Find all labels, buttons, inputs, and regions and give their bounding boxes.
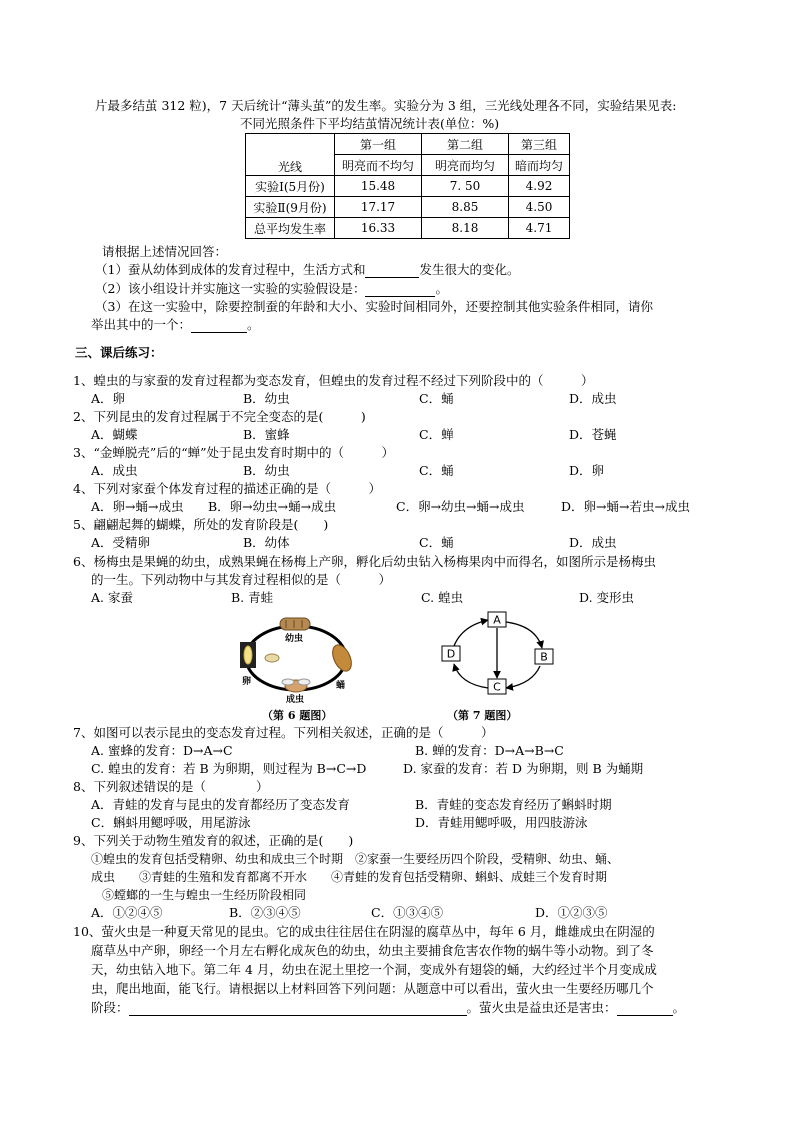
p9-statements-1: ①蝗虫的发育包括受精卵、幼虫和成虫三个时期 ②家蚕一生要经历四个阶段，受精卵、幼虫、蛹、 [91, 852, 620, 866]
option[interactable]: C．卵→幼虫→蛹→成虫 [396, 499, 525, 514]
option[interactable]: B．蜜蜂 [243, 427, 290, 442]
arrow-c-d [454, 664, 488, 688]
option[interactable]: B. 青蛙 [231, 590, 274, 605]
light-condition: 明亮而不均匀 [335, 155, 422, 176]
arrow-a-b [506, 622, 542, 648]
option[interactable]: D．青蛙用鳃呼吸，用四肢游泳 [415, 815, 588, 830]
answer-blank[interactable] [129, 1003, 467, 1016]
prompt: 请根据上述情况回答： [102, 244, 228, 259]
egg-label: 卵 [242, 677, 252, 687]
arrow-b-c [506, 666, 540, 688]
p5-stem: 5、翩翩起舞的蝴蝶，所处的发育阶段是( ) [73, 517, 329, 532]
question-3-line2: 举出其中的一个： 。 [91, 317, 260, 332]
p6-line2: 的一生。下列动物中与其发育过程相似的是（ ） [91, 572, 392, 587]
table-cell: 8.18 [422, 218, 509, 239]
answer-blank[interactable] [617, 1003, 673, 1016]
option[interactable]: C．蝌蚪用鳃呼吸，用尾游泳 [91, 815, 251, 830]
p8-options-cd [91, 815, 731, 831]
p3-options [91, 463, 731, 479]
p10-line2: 腐草丛中产卵，卵经一个月左右孵化成灰色的幼虫，幼虫主要捕食危害农作物的蜗牛等小动物。到了冬 [91, 943, 654, 958]
table-cell: 16.33 [335, 218, 422, 239]
question-2: （2）该小组设计并实施这一实验的实验假设是： 。 [95, 281, 448, 296]
p9-options [91, 905, 731, 921]
p1-stem: 1、蝗虫的与家蚕的发育过程都为变态发育，但蝗虫的发育过程不经过下列阶段中的（ ） [73, 373, 594, 388]
fig6-caption: （第 6 题图） [262, 709, 333, 722]
option[interactable]: A．卵 [91, 391, 126, 406]
table-cell: 4.92 [509, 176, 570, 197]
fig6-lifecycle [232, 612, 362, 704]
option[interactable]: C. 蝗虫 [421, 590, 464, 605]
option[interactable]: D. 变形虫 [579, 590, 635, 605]
egg-image [240, 642, 256, 668]
p10-line4: 虫，爬出地面，能飞行。请根据以上材料回答下列问题：从题意中可以看出，萤火虫一生要经历哪几个 [91, 981, 654, 996]
table-cell: 8.85 [422, 197, 509, 218]
p2-options [91, 427, 731, 443]
row-label: 实验Ⅱ(9月份) [246, 197, 335, 218]
section-heading: 三、课后练习： [75, 345, 163, 360]
arrow-d-a [454, 620, 488, 646]
table-cell: 15.48 [335, 176, 422, 197]
results-table [245, 133, 570, 239]
question-3-line1: （3）在这一实验中，除要控制蚕的年龄和大小、实验时间相同外，还要控制其他实验条件相同，请你 [95, 299, 653, 314]
p9-statements-2: 成虫 ③青蛙的生殖和发育都离不开水 ④青蛙的发育包括受精卵、蝌蚪、成蛙三个发育时期 [91, 870, 608, 884]
option[interactable]: A. 蜜蜂的发育：D→A→C [91, 743, 233, 758]
option[interactable]: B．幼虫 [243, 463, 290, 478]
option[interactable]: C．蝉 [419, 427, 454, 442]
question-1: （1）蚕从幼体到成体的发育过程中，生活方式和 发生很大的变化。 [95, 262, 520, 277]
option[interactable]: C．蛹 [419, 391, 454, 406]
option[interactable]: D．①②③⑤ [535, 905, 608, 920]
answer-blank[interactable] [365, 284, 435, 297]
light-condition: 暗而均匀 [509, 155, 570, 176]
larva-image [280, 618, 310, 630]
p4-options [91, 499, 731, 515]
p10-line1: 10、萤火虫是一种夏天常见的昆虫。它的成虫往往居住在阴湿的腐草丛中，每年 6 月，雌雄成虫在阴湿的 [73, 924, 655, 939]
p6-options [91, 590, 731, 606]
table-cell: 4.71 [509, 218, 570, 239]
p2-stem: 2、下列昆虫的发育过程属于不完全变态的是( ) [73, 409, 366, 424]
larva-stage-image [265, 654, 279, 662]
pupa-label: 蛹 [336, 681, 346, 691]
p4-stem: 4、下列对家蚕个体发育过程的描述正确的是（ ） [73, 481, 381, 496]
table-cell: 17.17 [335, 197, 422, 218]
light-condition: 明亮而均匀 [422, 155, 509, 176]
p1-options [91, 391, 731, 407]
light-header: 光线 [246, 134, 335, 176]
table-row [246, 134, 570, 155]
p8-options-ab [91, 797, 731, 813]
node-a: A [493, 613, 501, 627]
answer-blank[interactable] [365, 265, 419, 278]
option[interactable]: A．青蛙的发育与昆虫的发育都经历了变态发育 [91, 797, 351, 812]
option[interactable]: D. 家蚕的发育：若 D 为卵期，则 B 为蛹期 [403, 761, 644, 776]
row-label: 总平均发生率 [246, 218, 335, 239]
option[interactable]: D．卵→蛹→若虫→成虫 [561, 499, 690, 514]
p10-line5: 阶段： 。萤火虫是益虫还是害虫： 。 [91, 1000, 686, 1015]
option[interactable]: A．①②④⑤ [91, 905, 163, 920]
option[interactable]: C．蛹 [419, 535, 454, 550]
p9-stem: 9、下列关于动物生殖发育的叙述，正确的是( ) [73, 833, 354, 848]
p10-line3: 天，幼虫钻入地下。第二年 4 月，幼虫在泥土里挖一个洞，变成外有翅袋的蛹，大约经过半个月变成成 [91, 962, 657, 977]
option[interactable]: A．受精卵 [91, 535, 151, 550]
p3-stem: 3、“金蝉脱壳”后的“蝉”处于昆虫发育时期中的（ ） [73, 445, 395, 460]
adult-label: 成虫 [286, 695, 305, 704]
option[interactable]: A．成虫 [91, 463, 138, 478]
node-d: D [446, 647, 456, 661]
node-c: C [493, 680, 501, 694]
fig7-caption: （第 7 题图） [447, 709, 518, 722]
answer-blank[interactable] [191, 320, 247, 333]
option[interactable]: D．卵 [569, 463, 605, 478]
option[interactable]: D．成虫 [569, 391, 617, 406]
group-header: 第三组 [509, 134, 570, 155]
p8-stem: 8、下列叙述错误的是（ ） [73, 779, 269, 794]
fig7-cycle [432, 608, 560, 704]
option[interactable]: A．蝴蝶 [91, 427, 138, 442]
option[interactable]: B．幼体 [243, 535, 290, 550]
table-caption: 不同光照条件下平均结茧情况统计表(单位：%) [240, 116, 500, 131]
option[interactable]: D．成虫 [569, 535, 617, 550]
p6-line1: 6、杨梅虫是果蝇的幼虫，成熟果蝇在杨梅上产卵，孵化后幼虫钻入杨梅果肉中而得名，如图所示是杨梅虫 [73, 554, 656, 569]
option[interactable]: A. 家蚕 [91, 590, 133, 605]
p9-statements-3: ⑤螳螂的一生与蝗虫一生经历阶段相同 [102, 888, 307, 902]
node-b: B [540, 650, 548, 664]
p7-options-cd [91, 761, 731, 777]
larva-label: 幼虫 [285, 634, 304, 644]
option[interactable]: B．卵→幼虫→蛹→成虫 [208, 499, 337, 514]
row-label: 实验Ⅰ(5月份) [246, 176, 335, 197]
p7-options-ab [91, 743, 731, 759]
option[interactable]: B．青蛙的变态发育经历了蝌蚪时期 [415, 797, 612, 812]
intro-line: 片最多结茧 312 粒)，7 天后统计“薄头茧”的发生率。实验分为 3 组，三光线处理各不同，实验结果见表: [95, 98, 677, 113]
group-header: 第一组 [335, 134, 422, 155]
option[interactable]: C. 蝗虫的发育：若 B 为卵期，则过程为 B→C→D [91, 761, 367, 776]
option[interactable]: B．②③④⑤ [229, 905, 301, 920]
group-header: 第二组 [422, 134, 509, 155]
option[interactable]: D．苍蝇 [569, 427, 617, 442]
option[interactable]: B. 蝉的发育：D→A→B→C [415, 743, 564, 758]
option[interactable]: C．蛹 [419, 463, 454, 478]
table-cell: 4.50 [509, 197, 570, 218]
option[interactable]: C．①③④⑤ [371, 905, 444, 920]
option[interactable]: A．卵→蛹→成虫 [91, 499, 184, 514]
option[interactable]: B．幼虫 [243, 391, 290, 406]
table-row [246, 176, 570, 197]
table-row [246, 218, 570, 239]
pupa-image [329, 642, 355, 674]
table-row [246, 197, 570, 218]
p5-options [91, 535, 731, 551]
p7-stem: 7、如图可以表示昆虫的变态发育过程。下列相关叙述，正确的是（ ） [73, 725, 494, 740]
table-cell: 7. 50 [422, 176, 509, 197]
